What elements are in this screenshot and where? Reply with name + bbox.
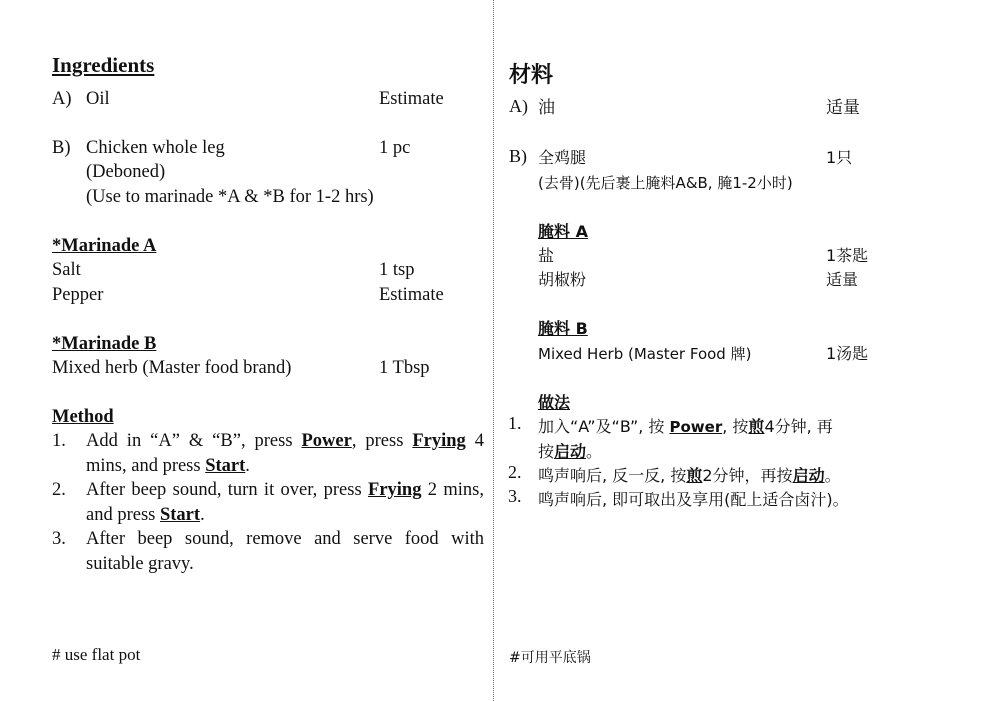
step-number: 2. [52,480,66,500]
marinade-b-heading-zh: 腌料 B [538,319,588,338]
method-step-1-zh-line2: 按启动。 [538,442,603,461]
method-step-2 [52,478,484,527]
ingredient-b-qty: 1 pc [379,138,411,158]
marinade-b-item-qty: 1 Tbsp [379,358,430,378]
step-text: After beep sound, remove and serve food with suitable gravy. [86,529,484,574]
marinade-a-item-qty: Estimate [379,285,444,305]
method-step-3 [52,527,484,576]
start-keyword-zh: 启动 [554,442,587,461]
marinade-a-item-name-zh: 盐 [538,246,555,265]
ingredient-b-note: (Deboned) [86,162,166,182]
marinade-a-item-name: Pepper [52,285,104,305]
ingredient-b-qty-zh: 1只 [826,148,853,167]
ingredient-a-qty: Estimate [379,89,444,109]
ingredient-a-name-zh: 油 [538,98,555,118]
step-number-zh: 1. [508,413,522,433]
step-number: 3. [52,529,66,549]
marinade-b-heading: *Marinade B [52,334,157,354]
marinade-a-heading: *Marinade A [52,236,157,256]
footnote: # use flat pot [52,645,141,664]
step-text: Add in “A” & “B”, press Power, press Frying 4 mins, and press Start. [86,431,484,476]
frying-keyword: Frying [412,431,466,451]
marinade-a-item-name: Salt [52,260,81,280]
start-keyword: Start [159,504,201,525]
ingredients-title: Ingredients [52,53,155,77]
power-keyword: Power [301,431,352,451]
ingredient-b-label-zh: B) [509,146,527,166]
ingredient-b-name: Chicken whole leg [86,138,225,158]
marinade-a-heading-zh: 腌料 A [538,222,588,241]
marinade-b-item-qty-zh: 1汤匙 [826,344,869,363]
footnote-zh: #可用平底锅 [509,650,591,666]
fry-keyword-zh: 煎 [748,417,765,436]
step-number-zh: 3. [508,486,522,506]
marinade-a-item-name-zh: 胡椒粉 [538,270,587,289]
ingredient-b-label: B) [52,138,71,158]
method-step-2-zh: 鸣声响后, 反一反, 按煎2分钟，再按启动。 [538,466,841,485]
power-keyword-zh: Power [669,418,723,436]
step-number-zh: 2. [508,462,522,482]
ingredient-b-note-zh: (去骨)(先后裹上腌料A&B, 腌1-2小时) [538,174,793,192]
page-divider [493,0,494,701]
frying-keyword: Frying [368,480,422,500]
step-number: 1. [52,431,66,451]
marinade-a-item-qty-zh: 适量 [826,270,859,289]
ingredient-b-note: (Use to marinade *A & *B for 1-2 hrs) [86,187,374,207]
start-keyword-zh: 启动 [792,466,825,485]
method-step-1 [52,429,484,478]
ingredients-title-zh: 材料 [509,63,554,88]
ingredient-b-name-zh: 全鸡腿 [538,148,587,167]
marinade-b-item-name: Mixed herb (Master food brand) [52,358,292,378]
ingredient-a-label-zh: A) [509,96,528,116]
fry-keyword-zh: 煎 [686,466,703,485]
start-keyword: Start [205,455,246,476]
method-step-3-zh: 鸣声响后, 即可取出及享用(配上适合卤汁)。 [538,490,849,509]
method-heading: Method [52,407,114,427]
ingredient-a-qty-zh: 适量 [826,98,860,118]
marinade-a-item-qty: 1 tsp [379,260,415,280]
ingredient-a-name: Oil [86,89,110,109]
method-step-1-zh-line1: 加入“A”及“B”, 按 Power, 按煎4分钟, 再 [538,417,833,436]
method-heading-zh: 做法 [538,393,571,412]
step-text: After beep sound, turn it over, press Frying 2 mins, and press Start. [86,480,485,525]
ingredient-a-label: A) [52,89,72,109]
marinade-a-item-qty-zh: 1茶匙 [826,246,869,265]
marinade-b-item-name-zh: Mixed Herb (Master Food 牌) [538,345,752,363]
